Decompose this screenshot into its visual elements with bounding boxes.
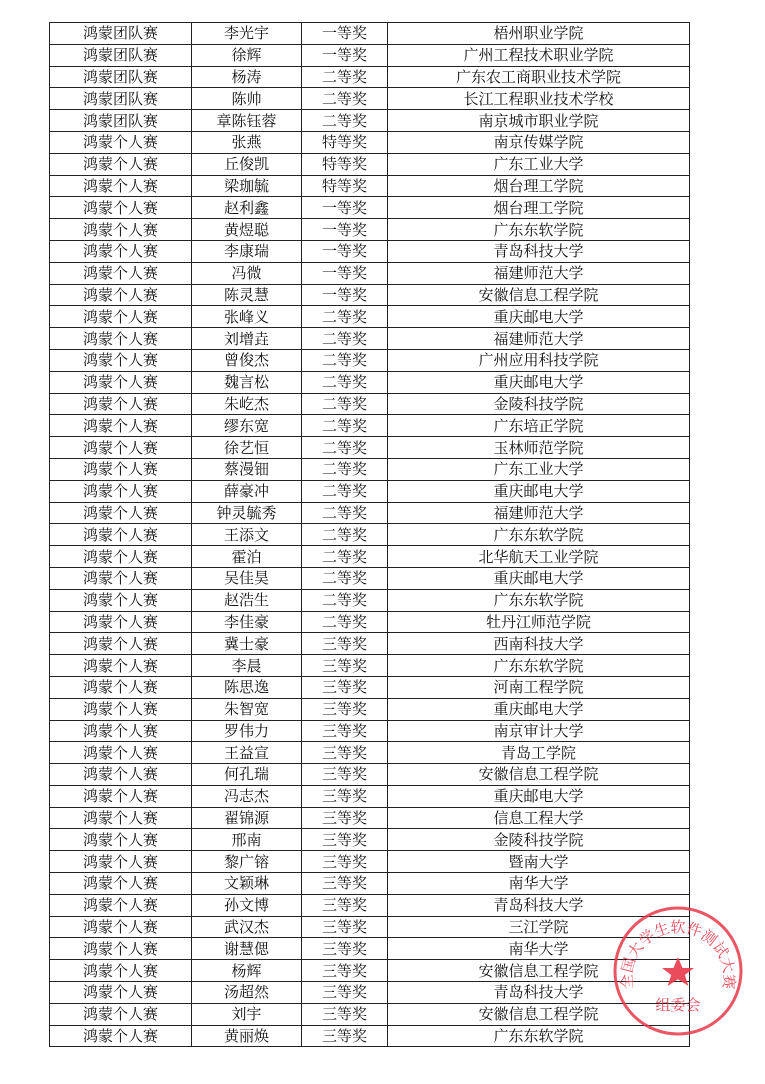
name-cell: 罗伟力 (192, 720, 302, 742)
school-cell: 南京传媒学院 (388, 131, 690, 153)
event-cell: 鸿蒙个人赛 (50, 807, 192, 829)
school-cell: 重庆邮电大学 (388, 371, 690, 393)
event-cell: 鸿蒙个人赛 (50, 589, 192, 611)
school-cell: 广东培正学院 (388, 415, 690, 437)
name-cell: 翟锦源 (192, 807, 302, 829)
award-cell: 特等奖 (302, 175, 388, 197)
name-cell: 刘宇 (192, 1003, 302, 1025)
school-cell: 烟台理工学院 (388, 175, 690, 197)
school-cell: 广州应用科技学院 (388, 349, 690, 371)
event-cell: 鸿蒙个人赛 (50, 175, 192, 197)
school-cell: 安徽信息工程学院 (388, 1003, 690, 1025)
event-cell: 鸿蒙个人赛 (50, 415, 192, 437)
event-cell: 鸿蒙个人赛 (50, 328, 192, 350)
school-cell: 南京城市职业学院 (388, 110, 690, 132)
school-cell: 福建师范大学 (388, 328, 690, 350)
name-cell: 赵利鑫 (192, 197, 302, 219)
school-cell: 广东东软学院 (388, 219, 690, 241)
award-cell: 三等奖 (302, 785, 388, 807)
award-cell: 一等奖 (302, 284, 388, 306)
award-cell: 三等奖 (302, 982, 388, 1004)
school-cell: 福建师范大学 (388, 262, 690, 284)
event-cell: 鸿蒙个人赛 (50, 611, 192, 633)
name-cell: 曾俊杰 (192, 349, 302, 371)
event-cell: 鸿蒙个人赛 (50, 873, 192, 895)
award-cell: 特等奖 (302, 131, 388, 153)
award-cell: 二等奖 (302, 393, 388, 415)
table-row (50, 44, 690, 66)
event-cell: 鸿蒙个人赛 (50, 349, 192, 371)
table-row (50, 371, 690, 393)
name-cell: 王添文 (192, 524, 302, 546)
school-cell: 玉林师范学院 (388, 437, 690, 459)
award-cell: 三等奖 (302, 807, 388, 829)
school-cell: 广州工程技术职业学院 (388, 44, 690, 66)
results-sheet (49, 22, 689, 1047)
award-cell: 二等奖 (302, 567, 388, 589)
event-cell: 鸿蒙个人赛 (50, 219, 192, 241)
table-row (50, 328, 690, 350)
name-cell: 黄丽焕 (192, 1025, 302, 1047)
table-row (50, 1003, 690, 1025)
name-cell: 张峰义 (192, 306, 302, 328)
table-row (50, 894, 690, 916)
star-icon (662, 957, 694, 986)
table-row (50, 916, 690, 938)
award-cell: 一等奖 (302, 23, 388, 45)
school-cell: 南华大学 (388, 873, 690, 895)
table-row (50, 851, 690, 873)
school-cell: 安徽信息工程学院 (388, 764, 690, 786)
award-cell: 二等奖 (302, 546, 388, 568)
name-cell: 何孔瑞 (192, 764, 302, 786)
award-cell: 二等奖 (302, 110, 388, 132)
school-cell: 广东东软学院 (388, 1025, 690, 1047)
event-cell: 鸿蒙个人赛 (50, 393, 192, 415)
table-row (50, 131, 690, 153)
table-row (50, 982, 690, 1004)
event-cell: 鸿蒙个人赛 (50, 1025, 192, 1047)
name-cell: 霍泊 (192, 546, 302, 568)
name-cell: 谢慧偲 (192, 938, 302, 960)
award-cell: 三等奖 (302, 916, 388, 938)
award-cell: 二等奖 (302, 480, 388, 502)
school-cell: 青岛科技大学 (388, 982, 690, 1004)
name-cell: 赵浩生 (192, 589, 302, 611)
school-cell: 西南科技大学 (388, 633, 690, 655)
table-row (50, 742, 690, 764)
award-cell: 三等奖 (302, 829, 388, 851)
award-cell: 二等奖 (302, 349, 388, 371)
school-cell: 广东东软学院 (388, 655, 690, 677)
school-cell: 重庆邮电大学 (388, 480, 690, 502)
table-row (50, 764, 690, 786)
name-cell: 冯微 (192, 262, 302, 284)
event-cell: 鸿蒙个人赛 (50, 982, 192, 1004)
event-cell: 鸿蒙个人赛 (50, 262, 192, 284)
table-row (50, 415, 690, 437)
award-cell: 一等奖 (302, 197, 388, 219)
name-cell: 陈灵慧 (192, 284, 302, 306)
school-cell: 牡丹江师范学院 (388, 611, 690, 633)
event-cell: 鸿蒙个人赛 (50, 764, 192, 786)
table-row (50, 655, 690, 677)
event-cell: 鸿蒙个人赛 (50, 1003, 192, 1025)
table-row (50, 785, 690, 807)
table-row (50, 589, 690, 611)
event-cell: 鸿蒙个人赛 (50, 197, 192, 219)
school-cell: 青岛科技大学 (388, 240, 690, 262)
name-cell: 邢南 (192, 829, 302, 851)
school-cell: 长江工程职业技术学校 (388, 88, 690, 110)
table-row (50, 88, 690, 110)
event-cell: 鸿蒙团队赛 (50, 44, 192, 66)
award-cell: 二等奖 (302, 524, 388, 546)
school-cell: 福建师范大学 (388, 502, 690, 524)
award-cell: 三等奖 (302, 894, 388, 916)
event-cell: 鸿蒙个人赛 (50, 306, 192, 328)
award-cell: 三等奖 (302, 873, 388, 895)
school-cell: 重庆邮电大学 (388, 785, 690, 807)
seal-arc-text: 全国大学生软件测试大赛 (617, 918, 739, 990)
name-cell: 魏言松 (192, 371, 302, 393)
table-row (50, 524, 690, 546)
award-cell: 一等奖 (302, 219, 388, 241)
table-row (50, 873, 690, 895)
name-cell: 缪东宽 (192, 415, 302, 437)
event-cell: 鸿蒙团队赛 (50, 66, 192, 88)
school-cell: 广东工业大学 (388, 153, 690, 175)
table-row (50, 807, 690, 829)
event-cell: 鸿蒙个人赛 (50, 633, 192, 655)
event-cell: 鸿蒙个人赛 (50, 567, 192, 589)
table-row (50, 153, 690, 175)
table-row (50, 110, 690, 132)
name-cell: 李佳豪 (192, 611, 302, 633)
name-cell: 汤超然 (192, 982, 302, 1004)
event-cell: 鸿蒙个人赛 (50, 284, 192, 306)
award-cell: 二等奖 (302, 415, 388, 437)
table-row (50, 960, 690, 982)
table-row (50, 262, 690, 284)
award-cell: 二等奖 (302, 66, 388, 88)
school-cell: 河南工程学院 (388, 676, 690, 698)
table-row (50, 197, 690, 219)
name-cell: 徐艺恒 (192, 437, 302, 459)
award-cell: 三等奖 (302, 1025, 388, 1047)
award-cell: 三等奖 (302, 938, 388, 960)
table-row (50, 306, 690, 328)
name-cell: 冯志杰 (192, 785, 302, 807)
event-cell: 鸿蒙个人赛 (50, 829, 192, 851)
award-cell: 二等奖 (302, 458, 388, 480)
event-cell: 鸿蒙个人赛 (50, 916, 192, 938)
award-cell: 三等奖 (302, 698, 388, 720)
award-cell: 一等奖 (302, 262, 388, 284)
school-cell: 广东东软学院 (388, 524, 690, 546)
event-cell: 鸿蒙个人赛 (50, 480, 192, 502)
event-cell: 鸿蒙个人赛 (50, 546, 192, 568)
name-cell: 刘增垚 (192, 328, 302, 350)
event-cell: 鸿蒙个人赛 (50, 960, 192, 982)
table-row (50, 393, 690, 415)
event-cell: 鸿蒙个人赛 (50, 502, 192, 524)
school-cell: 梧州职业学院 (388, 23, 690, 45)
table-row (50, 938, 690, 960)
name-cell: 吴佳昊 (192, 567, 302, 589)
results-table-body (50, 23, 690, 1047)
event-cell: 鸿蒙个人赛 (50, 371, 192, 393)
table-row (50, 175, 690, 197)
event-cell: 鸿蒙团队赛 (50, 88, 192, 110)
event-cell: 鸿蒙团队赛 (50, 110, 192, 132)
event-cell: 鸿蒙个人赛 (50, 894, 192, 916)
school-cell: 安徽信息工程学院 (388, 284, 690, 306)
table-row (50, 349, 690, 371)
name-cell: 朱屹杰 (192, 393, 302, 415)
name-cell: 李晨 (192, 655, 302, 677)
name-cell: 梁珈毓 (192, 175, 302, 197)
award-cell: 二等奖 (302, 502, 388, 524)
table-row (50, 720, 690, 742)
school-cell: 烟台理工学院 (388, 197, 690, 219)
event-cell: 鸿蒙个人赛 (50, 524, 192, 546)
table-row (50, 502, 690, 524)
award-cell: 三等奖 (302, 1003, 388, 1025)
name-cell: 李光宇 (192, 23, 302, 45)
school-cell: 金陵科技学院 (388, 393, 690, 415)
award-cell: 三等奖 (302, 720, 388, 742)
school-cell: 北华航天工业学院 (388, 546, 690, 568)
table-row (50, 480, 690, 502)
name-cell: 杨辉 (192, 960, 302, 982)
school-cell: 南京审计大学 (388, 720, 690, 742)
school-cell: 暨南大学 (388, 851, 690, 873)
name-cell: 杨涛 (192, 66, 302, 88)
school-cell: 重庆邮电大学 (388, 567, 690, 589)
school-cell: 金陵科技学院 (388, 829, 690, 851)
award-cell: 二等奖 (302, 611, 388, 633)
school-cell: 三江学院 (388, 916, 690, 938)
event-cell: 鸿蒙个人赛 (50, 458, 192, 480)
table-row (50, 219, 690, 241)
table-row (50, 66, 690, 88)
table-row (50, 284, 690, 306)
table-row (50, 633, 690, 655)
event-cell: 鸿蒙个人赛 (50, 240, 192, 262)
school-cell: 重庆邮电大学 (388, 306, 690, 328)
name-cell: 张燕 (192, 131, 302, 153)
event-cell: 鸿蒙个人赛 (50, 131, 192, 153)
award-cell: 二等奖 (302, 371, 388, 393)
name-cell: 陈帅 (192, 88, 302, 110)
school-cell: 青岛工学院 (388, 742, 690, 764)
school-cell: 青岛科技大学 (388, 894, 690, 916)
award-cell: 一等奖 (302, 240, 388, 262)
table-row (50, 546, 690, 568)
event-cell: 鸿蒙个人赛 (50, 153, 192, 175)
table-row (50, 611, 690, 633)
table-row (50, 23, 690, 45)
award-cell: 特等奖 (302, 153, 388, 175)
event-cell: 鸿蒙团队赛 (50, 23, 192, 45)
name-cell: 朱智宽 (192, 698, 302, 720)
event-cell: 鸿蒙个人赛 (50, 938, 192, 960)
award-cell: 三等奖 (302, 851, 388, 873)
school-cell: 重庆邮电大学 (388, 698, 690, 720)
name-cell: 李康瑞 (192, 240, 302, 262)
name-cell: 徐辉 (192, 44, 302, 66)
event-cell: 鸿蒙个人赛 (50, 720, 192, 742)
award-cell: 二等奖 (302, 306, 388, 328)
name-cell: 丘俊凯 (192, 153, 302, 175)
school-cell: 广东东软学院 (388, 589, 690, 611)
table-row (50, 1025, 690, 1047)
award-cell: 三等奖 (302, 633, 388, 655)
table-row (50, 676, 690, 698)
table-row (50, 240, 690, 262)
event-cell: 鸿蒙个人赛 (50, 698, 192, 720)
award-cell: 三等奖 (302, 655, 388, 677)
event-cell: 鸿蒙个人赛 (50, 785, 192, 807)
name-cell: 文颖琳 (192, 873, 302, 895)
seal-subtitle: 组委会 (655, 996, 701, 1014)
award-cell: 三等奖 (302, 764, 388, 786)
event-cell: 鸿蒙个人赛 (50, 676, 192, 698)
name-cell: 黄煜聪 (192, 219, 302, 241)
table-row (50, 437, 690, 459)
school-cell: 南华大学 (388, 938, 690, 960)
name-cell: 武汉杰 (192, 916, 302, 938)
name-cell: 蔡漫钿 (192, 458, 302, 480)
award-cell: 二等奖 (302, 437, 388, 459)
table-row (50, 698, 690, 720)
award-cell: 二等奖 (302, 328, 388, 350)
event-cell: 鸿蒙个人赛 (50, 851, 192, 873)
table-row (50, 567, 690, 589)
name-cell: 陈思逸 (192, 676, 302, 698)
name-cell: 孙文博 (192, 894, 302, 916)
award-cell: 二等奖 (302, 88, 388, 110)
award-cell: 三等奖 (302, 960, 388, 982)
name-cell: 薛豪冲 (192, 480, 302, 502)
event-cell: 鸿蒙个人赛 (50, 742, 192, 764)
table-row (50, 829, 690, 851)
school-cell: 广东工业大学 (388, 458, 690, 480)
award-cell: 三等奖 (302, 742, 388, 764)
name-cell: 章陈钰蓉 (192, 110, 302, 132)
award-cell: 三等奖 (302, 676, 388, 698)
event-cell: 鸿蒙个人赛 (50, 437, 192, 459)
school-cell: 安徽信息工程学院 (388, 960, 690, 982)
name-cell: 钟灵毓秀 (192, 502, 302, 524)
school-cell: 广东农工商职业技术学院 (388, 66, 690, 88)
award-cell: 一等奖 (302, 44, 388, 66)
name-cell: 冀士豪 (192, 633, 302, 655)
award-cell: 二等奖 (302, 589, 388, 611)
school-cell: 信息工程大学 (388, 807, 690, 829)
name-cell: 黎广镕 (192, 851, 302, 873)
name-cell: 王益宣 (192, 742, 302, 764)
table-row (50, 458, 690, 480)
event-cell: 鸿蒙个人赛 (50, 655, 192, 677)
official-seal (612, 905, 744, 1037)
results-table (49, 22, 690, 1047)
